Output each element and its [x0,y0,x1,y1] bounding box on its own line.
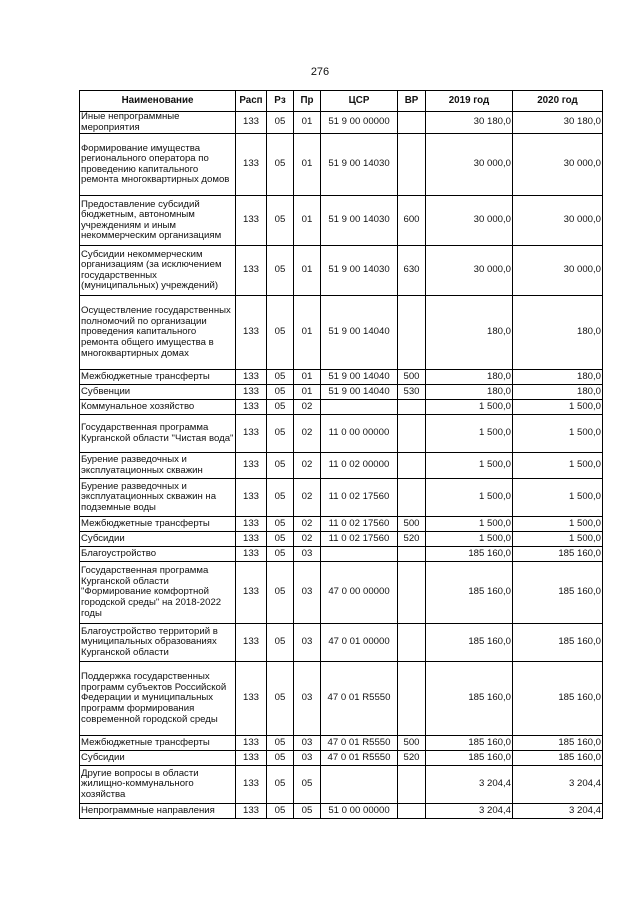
cell-2020: 180,0 [513,370,603,385]
header-2020: 2020 год [513,91,603,112]
cell-2020: 30 000,0 [513,246,603,296]
cell-pr: 02 [294,517,321,532]
cell-rasp: 133 [236,736,267,751]
cell-pr: 01 [294,296,321,370]
page-number: 276 [310,66,330,78]
cell-vr: 630 [398,246,426,296]
cell-2019: 1 500,0 [426,415,513,453]
cell-csr: 51 9 00 14040 [321,385,398,400]
cell-2019: 1 500,0 [426,517,513,532]
cell-rasp: 133 [236,624,267,662]
cell-2020: 1 500,0 [513,517,603,532]
cell-vr [398,479,426,517]
header-rz: Рз [267,91,294,112]
cell-name: Другие вопросы в области жилищно-коммунального хозяйства [80,766,236,804]
cell-csr: 47 0 01 R5550 [321,751,398,766]
cell-pr: 01 [294,196,321,246]
cell-2019: 30 000,0 [426,134,513,196]
cell-2019: 185 160,0 [426,751,513,766]
cell-pr: 03 [294,662,321,736]
cell-rasp: 133 [236,804,267,819]
cell-name: Коммунальное хозяйство [80,400,236,415]
cell-rz: 05 [267,624,294,662]
cell-csr: 47 0 01 R5550 [321,736,398,751]
cell-2020: 185 160,0 [513,624,603,662]
cell-2019: 185 160,0 [426,562,513,624]
cell-rasp: 133 [236,766,267,804]
cell-2020: 180,0 [513,385,603,400]
cell-2019: 3 204,4 [426,804,513,819]
cell-rz: 05 [267,296,294,370]
cell-rasp: 133 [236,246,267,296]
cell-name: Благоустройство [80,547,236,562]
table-row [80,562,603,624]
cell-csr: 51 9 00 14030 [321,196,398,246]
cell-2019: 180,0 [426,370,513,385]
cell-name: Субвенции [80,385,236,400]
cell-name: Межбюджетные трансферты [80,736,236,751]
header-name: Наименование [80,91,236,112]
table-row [80,415,603,453]
cell-rasp: 133 [236,196,267,246]
table-row [80,662,603,736]
cell-pr: 03 [294,562,321,624]
cell-pr: 01 [294,134,321,196]
cell-rz: 05 [267,415,294,453]
table-row [80,134,603,196]
cell-vr: 600 [398,196,426,246]
cell-rz: 05 [267,246,294,296]
cell-rasp: 133 [236,370,267,385]
table-row [80,246,603,296]
cell-2020: 185 160,0 [513,547,603,562]
cell-rasp: 133 [236,547,267,562]
cell-rz: 05 [267,453,294,479]
table-row [80,385,603,400]
cell-csr [321,400,398,415]
cell-vr [398,296,426,370]
header-row [80,91,603,112]
cell-rz: 05 [267,385,294,400]
cell-name: Государственная программа Курганской области "Формирование комфортной городской среды" на 2018-2022 годы [80,562,236,624]
cell-rasp: 133 [236,296,267,370]
header-csr: ЦСР [321,91,398,112]
cell-pr: 01 [294,246,321,296]
cell-vr [398,415,426,453]
cell-rz: 05 [267,196,294,246]
table-row [80,532,603,547]
cell-2020: 1 500,0 [513,532,603,547]
cell-rz: 05 [267,517,294,532]
cell-csr: 11 0 00 00000 [321,415,398,453]
cell-2019: 1 500,0 [426,453,513,479]
cell-name: Непрограммные направления [80,804,236,819]
table-row [80,547,603,562]
cell-vr: 530 [398,385,426,400]
cell-name: Субсидии [80,532,236,547]
cell-name: Осуществление государственных полномочий по организации проведения капитального ремонта общего имущества в многоквартирных домах [80,296,236,370]
cell-csr [321,547,398,562]
cell-vr [398,662,426,736]
cell-rasp: 133 [236,517,267,532]
cell-2020: 185 160,0 [513,562,603,624]
cell-rasp: 133 [236,562,267,624]
cell-2020: 1 500,0 [513,400,603,415]
cell-2020: 185 160,0 [513,736,603,751]
cell-rasp: 133 [236,112,267,134]
header-vr: ВР [398,91,426,112]
cell-csr: 11 0 02 00000 [321,453,398,479]
cell-rz: 05 [267,479,294,517]
cell-pr: 02 [294,400,321,415]
cell-2019: 30 180,0 [426,112,513,134]
cell-2020: 185 160,0 [513,751,603,766]
cell-rasp: 133 [236,400,267,415]
cell-name: Субсидии [80,751,236,766]
cell-2020: 180,0 [513,296,603,370]
cell-csr: 11 0 02 17560 [321,517,398,532]
table-row [80,370,603,385]
cell-csr: 51 9 00 14030 [321,246,398,296]
header-pr: Пр [294,91,321,112]
cell-vr: 520 [398,532,426,547]
cell-pr: 03 [294,624,321,662]
cell-vr [398,453,426,479]
cell-rz: 05 [267,736,294,751]
header-2019: 2019 год [426,91,513,112]
cell-vr [398,134,426,196]
cell-rz: 05 [267,751,294,766]
cell-rasp: 133 [236,385,267,400]
table-row [80,624,603,662]
cell-csr: 47 0 00 00000 [321,562,398,624]
cell-rz: 05 [267,562,294,624]
cell-rasp: 133 [236,134,267,196]
cell-rz: 05 [267,532,294,547]
cell-rz: 05 [267,400,294,415]
cell-csr [321,766,398,804]
cell-pr: 05 [294,804,321,819]
cell-name: Государственная программа Курганской области "Чистая вода" [80,415,236,453]
cell-rasp: 133 [236,453,267,479]
cell-vr [398,112,426,134]
table-row [80,112,603,134]
cell-vr: 520 [398,751,426,766]
cell-csr: 51 9 00 00000 [321,112,398,134]
cell-rz: 05 [267,547,294,562]
cell-vr [398,562,426,624]
cell-2020: 1 500,0 [513,479,603,517]
cell-2020: 3 204,4 [513,804,603,819]
table-row [80,196,603,246]
cell-pr: 03 [294,547,321,562]
cell-vr [398,400,426,415]
cell-2019: 180,0 [426,385,513,400]
cell-2019: 185 160,0 [426,547,513,562]
cell-rz: 05 [267,766,294,804]
cell-csr: 11 0 02 17560 [321,532,398,547]
cell-2019: 185 160,0 [426,624,513,662]
cell-2020: 1 500,0 [513,415,603,453]
cell-name: Бурение разведочных и эксплуатационных скважин [80,453,236,479]
cell-vr [398,624,426,662]
cell-rz: 05 [267,804,294,819]
cell-name: Межбюджетные трансферты [80,370,236,385]
cell-name: Субсидии некоммерческим организациям (за исключением государственных (муниципальных) учреждений) [80,246,236,296]
cell-pr: 01 [294,370,321,385]
table-row [80,804,603,819]
cell-2019: 30 000,0 [426,196,513,246]
cell-rz: 05 [267,112,294,134]
cell-vr [398,804,426,819]
table-row [80,517,603,532]
cell-name: Бурение разведочных и эксплуатационных скважин на подземные воды [80,479,236,517]
cell-rasp: 133 [236,532,267,547]
cell-vr [398,547,426,562]
cell-csr: 47 0 01 00000 [321,624,398,662]
budget-table [79,90,603,819]
cell-rasp: 133 [236,662,267,736]
cell-rz: 05 [267,662,294,736]
table-row [80,736,603,751]
cell-2019: 3 204,4 [426,766,513,804]
cell-name: Формирование имущества регионального оператора по проведению капитального ремонта многоквартирных домов [80,134,236,196]
cell-csr: 11 0 02 17560 [321,479,398,517]
cell-csr: 51 9 00 14040 [321,370,398,385]
cell-vr: 500 [398,370,426,385]
cell-name: Межбюджетные трансферты [80,517,236,532]
cell-pr: 03 [294,736,321,751]
cell-pr: 01 [294,112,321,134]
cell-pr: 02 [294,415,321,453]
cell-2019: 1 500,0 [426,532,513,547]
cell-2020: 30 180,0 [513,112,603,134]
header-rasp: Расп [236,91,267,112]
cell-csr: 51 9 00 14040 [321,296,398,370]
cell-name: Благоустройство территорий в муниципальных образованиях Курганской области [80,624,236,662]
cell-2020: 185 160,0 [513,662,603,736]
cell-name: Иные непрограммные мероприятия [80,112,236,134]
cell-name: Поддержка государственных программ субъектов Российской Федерации и муниципальных программ формирования современной городской среды [80,662,236,736]
cell-vr: 500 [398,736,426,751]
cell-rz: 05 [267,134,294,196]
cell-pr: 02 [294,532,321,547]
cell-csr: 51 0 00 00000 [321,804,398,819]
cell-csr: 51 9 00 14030 [321,134,398,196]
cell-pr: 02 [294,479,321,517]
table-row [80,296,603,370]
cell-name: Предоставление субсидий бюджетным, автономным учреждениям и иным некоммерческим организациям [80,196,236,246]
cell-vr [398,766,426,804]
table-row [80,766,603,804]
cell-2019: 30 000,0 [426,246,513,296]
table-row [80,479,603,517]
cell-2019: 185 160,0 [426,662,513,736]
cell-2019: 185 160,0 [426,736,513,751]
cell-2019: 180,0 [426,296,513,370]
cell-2020: 30 000,0 [513,196,603,246]
cell-rasp: 133 [236,479,267,517]
cell-2020: 3 204,4 [513,766,603,804]
cell-rasp: 133 [236,415,267,453]
cell-csr: 47 0 01 R5550 [321,662,398,736]
cell-rasp: 133 [236,751,267,766]
cell-2020: 30 000,0 [513,134,603,196]
cell-rz: 05 [267,370,294,385]
cell-pr: 02 [294,453,321,479]
cell-2019: 1 500,0 [426,400,513,415]
table-row [80,751,603,766]
cell-vr: 500 [398,517,426,532]
cell-pr: 01 [294,385,321,400]
table-row [80,400,603,415]
cell-pr: 05 [294,766,321,804]
cell-pr: 03 [294,751,321,766]
cell-2020: 1 500,0 [513,453,603,479]
cell-2019: 1 500,0 [426,479,513,517]
table-row [80,453,603,479]
